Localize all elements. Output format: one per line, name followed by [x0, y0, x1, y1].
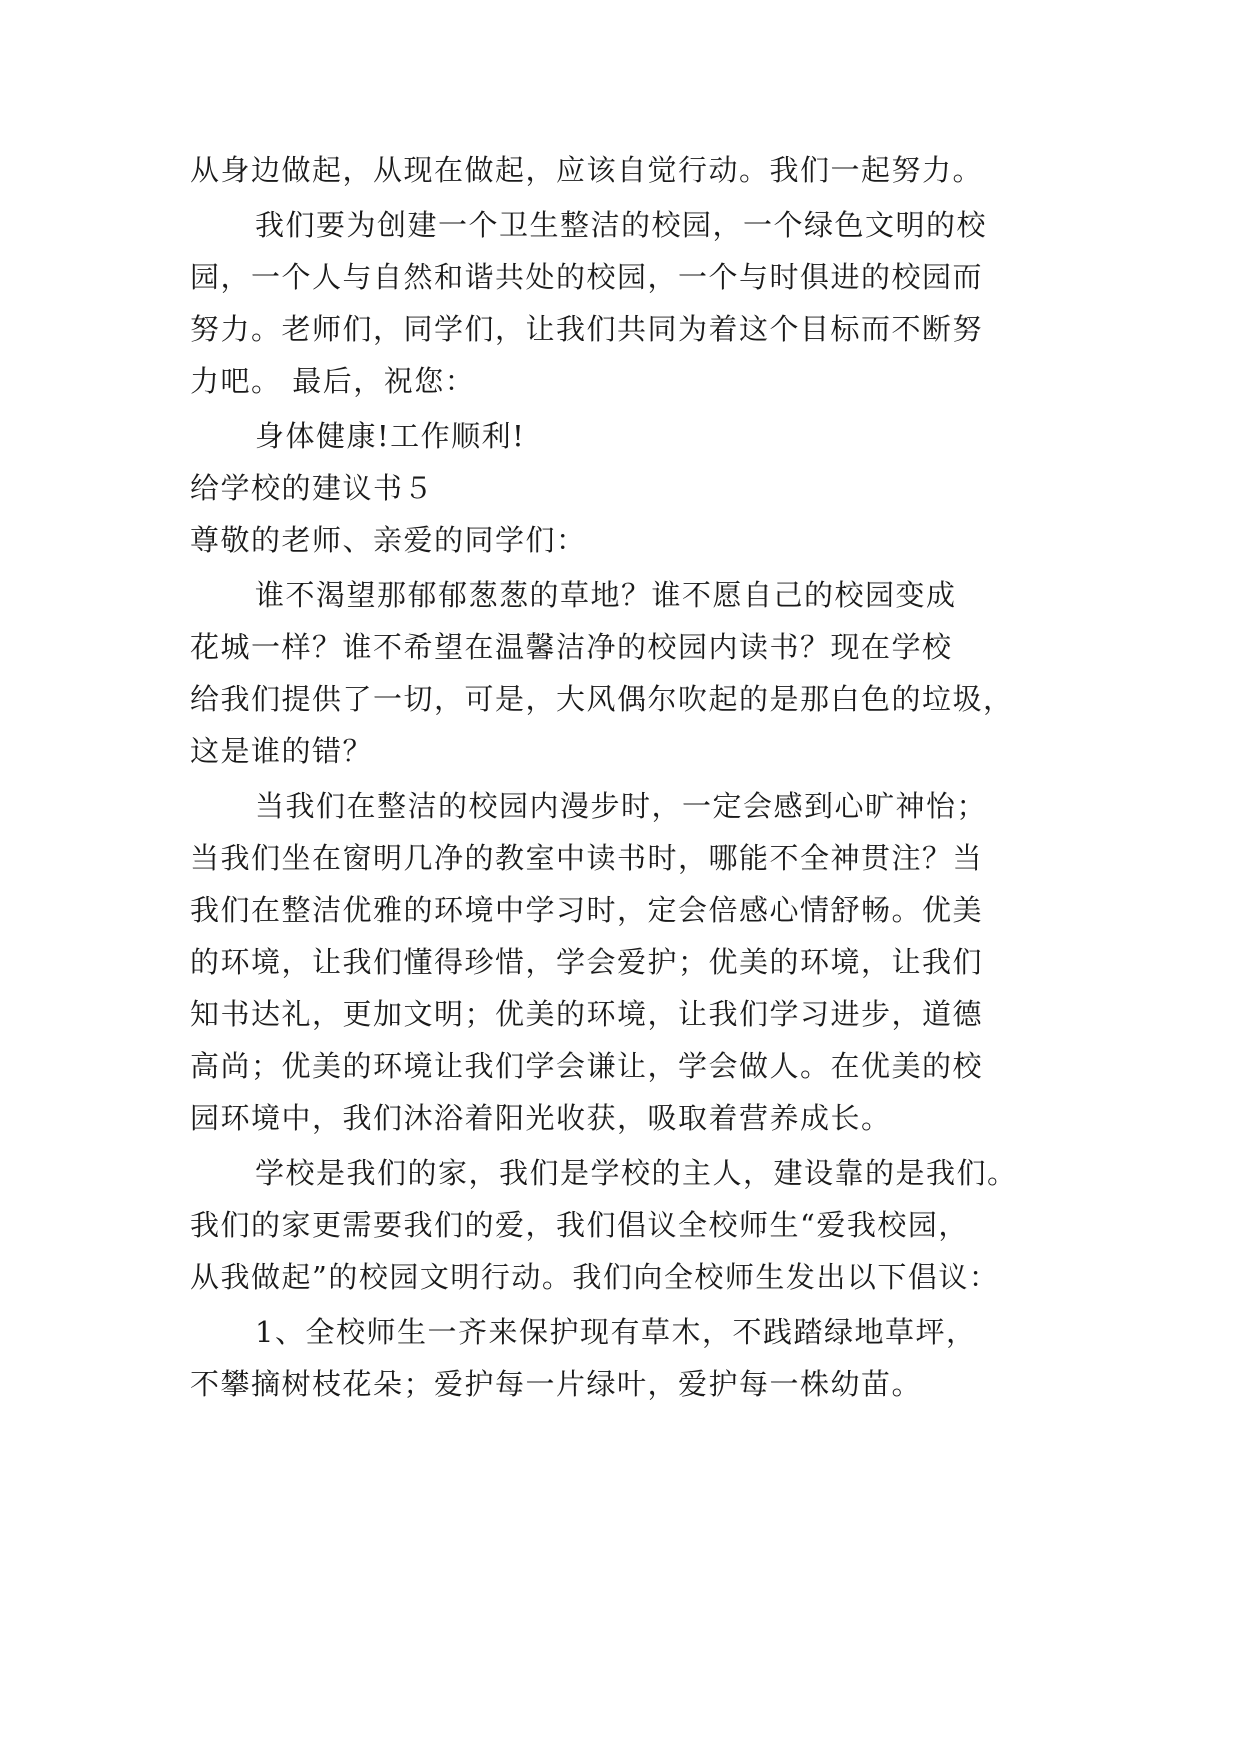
paragraph-line: 我们在整洁优雅的环境中学习时，定会倍感心情舒畅。优美	[190, 893, 984, 927]
list-item-line: 1、全校师生一齐来保护现有草木，不践踏绿地草坪，	[255, 1315, 977, 1349]
paragraph-line: 当我们坐在窗明几净的教室中读书时，哪能不全神贯注？当	[190, 841, 984, 875]
paragraph-line: 知书达礼，更加文明；优美的环境，让我们学习进步，道德	[190, 997, 984, 1031]
list-item-line: 不攀摘树枝花朵；爱护每一片绿叶，爱护每一株幼苗。	[190, 1367, 923, 1401]
paragraph-line: 我们要为创建一个卫生整洁的校园，一个绿色文明的校	[255, 208, 988, 242]
paragraph-line: 学校是我们的家，我们是学校的主人，建设靠的是我们。	[255, 1156, 1018, 1190]
paragraph-line: 谁不渴望那郁郁葱葱的草地？谁不愿自己的校园变成	[255, 578, 957, 612]
paragraph-line: 从我做起”的校园文明行动。我们向全校师生发出以下倡议：	[190, 1260, 1000, 1294]
paragraph-line: 当我们在整洁的校园内漫步时，一定会感到心旷神怡；	[255, 789, 988, 823]
paragraph-line: 努力。老师们，同学们，让我们共同为着这个目标而不断努	[190, 312, 984, 346]
paragraph-line: 的环境，让我们懂得珍惜，学会爱护；优美的环境，让我们	[190, 945, 984, 979]
section-heading: 给学校的建议书５	[190, 471, 435, 505]
paragraph-line: 园，一个人与自然和谐共处的校园，一个与时俱进的校园而	[190, 260, 984, 294]
closing-wish: 身体健康!工作顺利!	[255, 419, 526, 453]
salutation: 尊敬的老师、亲爱的同学们：	[190, 523, 587, 557]
paragraph-line: 高尚；优美的环境让我们学会谦让，学会做人。在优美的校	[190, 1049, 984, 1083]
paragraph-line: 从身边做起，从现在做起，应该自觉行动。我们一起努力。	[190, 153, 984, 187]
paragraph-line: 我们的家更需要我们的爱，我们倡议全校师生“爱我校园，	[190, 1208, 969, 1242]
paragraph-line: 给我们提供了一切，可是，大风偶尔吹起的是那白色的垃圾，	[190, 682, 1014, 716]
paragraph-line: 力吧。 最后，祝您：	[190, 364, 476, 398]
paragraph-line: 园环境中，我们沐浴着阳光收获，吸取着营养成长。	[190, 1101, 892, 1135]
paragraph-line: 这是谁的错？	[190, 734, 374, 768]
paragraph-line: 花城一样？谁不希望在温馨洁净的校园内读书？现在学校	[190, 630, 953, 664]
